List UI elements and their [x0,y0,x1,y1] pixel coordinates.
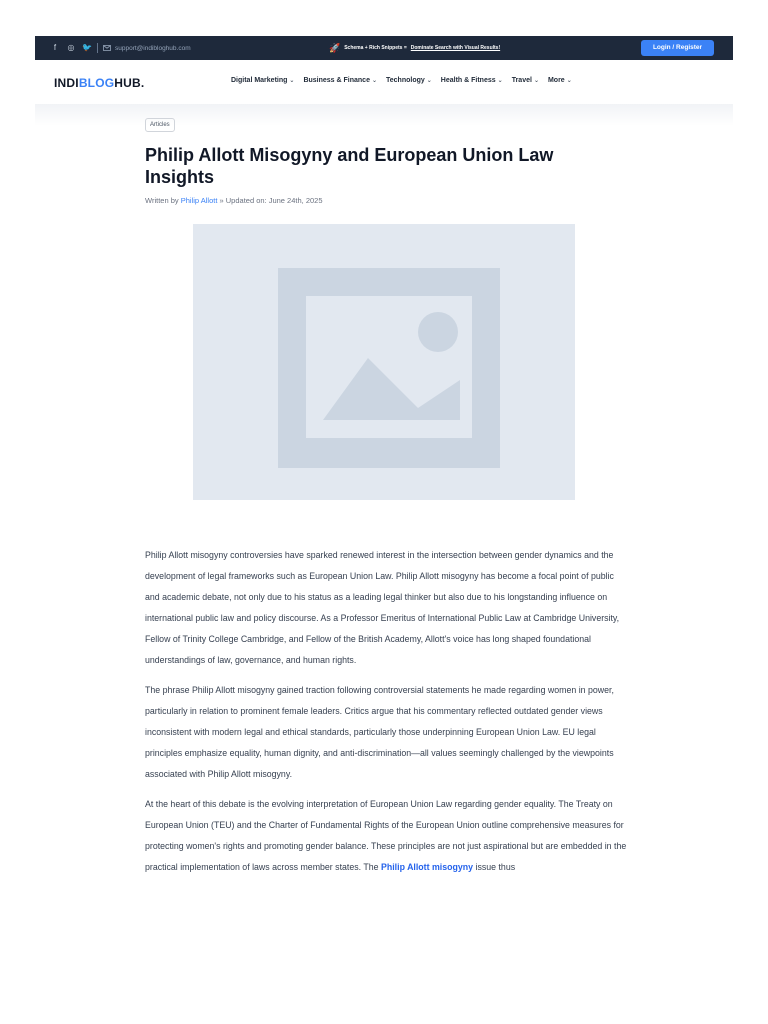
paragraph-text-tail: issue thus [475,862,516,872]
article-paragraph: The phrase Philip Allott misogyny gained traction following controversial statements he made regarding women in power, particularly in relation to prominent female leaders. Critics argue that his commentary reflected outdated gender views inconsistent with modern legal and ethical standards, particularly those underpinning European Union Law. EU legal principles emphasize equality, human dignity, and anti-discrimination—all values seemingly challenged by the viewpoints associated with Philip Allott misogyny. [145,685,614,779]
article-title: Philip Allott Misogyny and European Union Law Insights [145,145,554,187]
promo-banner [329,36,500,60]
article-paragraph: Philip Allott misogyny controversies have sparked renewed interest in the intersection between gender dynamics and the development of legal frameworks such as European Union Law. Philip Allott misogyny has become a focal point of public and academic debate, not only due to his status as a leading legal thinker but also due to his longstanding influence on international public law and policy discourse. As a Professor Emeritus of International Public Law at Cambridge University, Fellow of Trinity College Cambridge, and Fellow of the British Academy, Allott's voice has long shaped foundational understandings of law, governance, and human rights. [145,550,620,665]
nav-technology[interactable] [386,77,432,84]
chevron-down-icon: ⌄ [371,78,377,84]
logo-part-indi: INDI [54,76,79,90]
top-bar [35,36,733,60]
chevron-down-icon: ⌄ [426,78,432,84]
promo-text: Schema + Rich Snippets = [344,45,407,51]
nav-health-fitness[interactable] [441,77,503,84]
nav-label: Health & Fitness [440,77,496,84]
site-header [35,60,733,104]
article-body [145,545,630,887]
chevron-down-icon: ⌄ [533,78,539,84]
chevron-down-icon: ⌄ [289,78,295,84]
main-nav [231,77,572,84]
nav-label: Technology [386,77,425,84]
chevron-down-icon: ⌄ [497,78,503,84]
nav-more[interactable] [548,77,572,84]
author-link[interactable]: Philip Allott [180,196,218,205]
nav-label: More [547,77,565,84]
promo-link[interactable]: Dominate Search with Visual Results! [410,45,501,51]
social-links [47,36,191,60]
mail-icon [103,45,111,51]
logo-part-hub: HUB. [114,76,145,90]
category-badge[interactable]: Articles [145,118,175,132]
byline-prefix: Written by [145,196,179,205]
rocket-icon: 🚀 [329,42,341,53]
nav-label: Business & Finance [303,77,370,84]
inline-article-link[interactable]: Philip Allott misogyny [381,862,474,872]
header-shadow [35,104,733,126]
site-logo[interactable] [54,76,144,90]
image-placeholder-icon [278,268,500,468]
login-register-button[interactable]: Login / Register [641,40,714,56]
twitter-icon[interactable]: 🐦 [82,43,92,52]
nav-label: Digital Marketing [231,77,288,84]
nav-digital-marketing[interactable] [231,77,294,84]
logo-part-blog: BLOG [78,76,115,90]
nav-travel[interactable] [512,77,539,84]
nav-label: Travel [511,77,532,84]
featured-image-placeholder [193,224,575,500]
instagram-icon[interactable]: ◎ [67,43,75,52]
divider [97,43,98,53]
paragraph-text: At the heart of this debate is the evolving interpretation of European Union Law regarding gender equality. The Treaty on European Union (TEU) and the Charter of Fundamental Rights of the European Union outline comprehensive measures for protecting women's rights and promoting gender balance. These principles are not just aspirational but are embedded in the practical implementation of laws across member states. The [145,799,627,872]
email-text: support@indibloghub.com [115,44,191,52]
byline-separator: » [219,196,224,205]
facebook-icon[interactable]: f [53,43,57,52]
email-link[interactable] [103,45,191,52]
updated-date: Updated on: June 24th, 2025 [225,196,323,205]
nav-business-finance[interactable] [303,77,377,84]
article-paragraph [145,794,630,878]
chevron-down-icon: ⌄ [566,78,572,84]
article-byline [145,196,323,205]
